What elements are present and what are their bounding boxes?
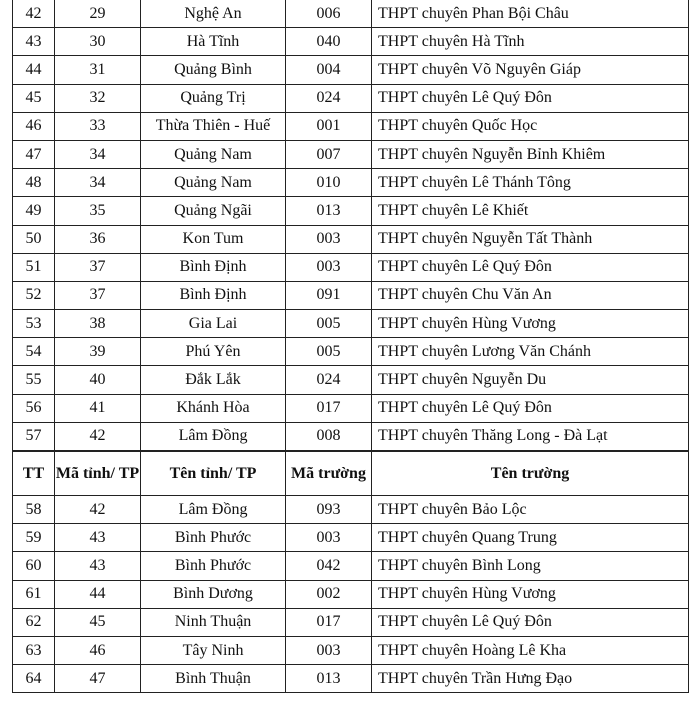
cell-province-name: Quảng Trị (141, 84, 286, 112)
cell-tt: 45 (13, 84, 55, 112)
cell-province-code: 42 (55, 422, 141, 451)
cell-school-name: THPT chuyên Lê Thánh Tông (372, 169, 689, 197)
cell-province-name: Bình Định (141, 281, 286, 309)
table-row (13, 338, 689, 366)
cell-province-code: 43 (55, 524, 141, 552)
table-row (13, 636, 689, 664)
cell-school-name: THPT chuyên Nguyễn Du (372, 366, 689, 394)
table-row (13, 169, 689, 197)
table-row (13, 310, 689, 338)
cell-school-name: THPT chuyên Võ Nguyên Giáp (372, 56, 689, 84)
cell-province-name: Lâm Đồng (141, 496, 286, 524)
cell-school-name: THPT chuyên Bảo Lộc (372, 496, 689, 524)
cell-tt: 43 (13, 28, 55, 56)
cell-school-code: 008 (286, 422, 372, 451)
cell-province-name: Hà Tĩnh (141, 28, 286, 56)
table-row (13, 422, 689, 451)
cell-school-name: THPT chuyên Nguyễn Tất Thành (372, 225, 689, 253)
table-row (13, 496, 689, 524)
cell-school-name: THPT chuyên Chu Văn An (372, 281, 689, 309)
cell-tt: 52 (13, 281, 55, 309)
cell-province-code: 43 (55, 552, 141, 580)
table-row (13, 552, 689, 580)
cell-school-name: THPT chuyên Phan Bội Châu (372, 0, 689, 28)
cell-tt: 47 (13, 140, 55, 168)
header-school-code: Mã trường (286, 451, 372, 496)
cell-school-name: THPT chuyên Quốc Học (372, 112, 689, 140)
table-body-bottom (13, 496, 689, 693)
cell-province-name: Quảng Nam (141, 169, 286, 197)
cell-school-code: 010 (286, 169, 372, 197)
cell-tt: 64 (13, 665, 55, 693)
cell-province-name: Phú Yên (141, 338, 286, 366)
cell-school-code: 042 (286, 552, 372, 580)
cell-tt: 60 (13, 552, 55, 580)
cell-tt: 46 (13, 112, 55, 140)
cell-school-code: 024 (286, 366, 372, 394)
cell-province-code: 36 (55, 225, 141, 253)
cell-province-code: 41 (55, 394, 141, 422)
cell-tt: 62 (13, 608, 55, 636)
cell-school-code: 006 (286, 0, 372, 28)
cell-school-name: THPT chuyên Lê Quý Đôn (372, 608, 689, 636)
cell-province-name: Đắk Lắk (141, 366, 286, 394)
cell-school-name: THPT chuyên Nguyễn Bỉnh Khiêm (372, 140, 689, 168)
cell-tt: 57 (13, 422, 55, 451)
cell-tt: 61 (13, 580, 55, 608)
table-row (13, 84, 689, 112)
table-row (13, 56, 689, 84)
cell-province-code: 37 (55, 281, 141, 309)
cell-province-name: Bình Thuận (141, 665, 286, 693)
cell-province-name: Nghệ An (141, 0, 286, 28)
cell-tt: 55 (13, 366, 55, 394)
cell-school-code: 013 (286, 665, 372, 693)
cell-tt: 58 (13, 496, 55, 524)
cell-school-code: 005 (286, 338, 372, 366)
cell-school-name: THPT chuyên Hùng Vương (372, 580, 689, 608)
cell-school-name: THPT chuyên Bình Long (372, 552, 689, 580)
table-row (13, 580, 689, 608)
cell-tt: 51 (13, 253, 55, 281)
cell-province-code: 44 (55, 580, 141, 608)
cell-province-code: 30 (55, 28, 141, 56)
cell-school-code: 003 (286, 636, 372, 664)
cell-tt: 49 (13, 197, 55, 225)
cell-province-code: 40 (55, 366, 141, 394)
cell-school-name: THPT chuyên Thăng Long - Đà Lạt (372, 422, 689, 451)
cell-province-code: 34 (55, 169, 141, 197)
table-row (13, 524, 689, 552)
cell-school-code: 093 (286, 496, 372, 524)
cell-school-code: 003 (286, 253, 372, 281)
table-row (13, 608, 689, 636)
table-row (13, 197, 689, 225)
cell-school-name: THPT chuyên Lương Văn Chánh (372, 338, 689, 366)
table-row (13, 665, 689, 693)
cell-school-code: 004 (286, 56, 372, 84)
cell-school-name: THPT chuyên Lê Quý Đôn (372, 394, 689, 422)
header-school-name: Tên trường (372, 451, 689, 496)
cell-province-name: Quảng Ngãi (141, 197, 286, 225)
cell-province-name: Khánh Hòa (141, 394, 286, 422)
cell-school-name: THPT chuyên Quang Trung (372, 524, 689, 552)
cell-school-code: 003 (286, 225, 372, 253)
cell-tt: 56 (13, 394, 55, 422)
cell-province-code: 31 (55, 56, 141, 84)
cell-province-name: Bình Phước (141, 552, 286, 580)
cell-province-code: 46 (55, 636, 141, 664)
header-row (13, 451, 689, 496)
cell-province-name: Ninh Thuận (141, 608, 286, 636)
cell-school-code: 013 (286, 197, 372, 225)
cell-province-name: Quảng Nam (141, 140, 286, 168)
cell-tt: 54 (13, 338, 55, 366)
cell-province-name: Tây Ninh (141, 636, 286, 664)
cell-school-code: 017 (286, 394, 372, 422)
cell-school-name: THPT chuyên Hà Tĩnh (372, 28, 689, 56)
cell-school-name: THPT chuyên Hoàng Lê Kha (372, 636, 689, 664)
cell-school-code: 005 (286, 310, 372, 338)
table-row (13, 28, 689, 56)
cell-school-name: THPT chuyên Trần Hưng Đạo (372, 665, 689, 693)
cell-school-code: 002 (286, 580, 372, 608)
header-province-name: Tên tỉnh/ TP (141, 451, 286, 496)
cell-province-code: 39 (55, 338, 141, 366)
cell-school-code: 001 (286, 112, 372, 140)
cell-province-name: Bình Định (141, 253, 286, 281)
cell-province-name: Gia Lai (141, 310, 286, 338)
cell-province-code: 42 (55, 496, 141, 524)
table-row (13, 366, 689, 394)
cell-province-name: Lâm Đồng (141, 422, 286, 451)
table-row (13, 140, 689, 168)
cell-school-name: THPT chuyên Lê Quý Đôn (372, 84, 689, 112)
cell-school-code: 017 (286, 608, 372, 636)
cell-province-name: Kon Tum (141, 225, 286, 253)
cell-province-code: 38 (55, 310, 141, 338)
cell-province-name: Quảng Bình (141, 56, 286, 84)
cell-tt: 48 (13, 169, 55, 197)
school-table (12, 0, 689, 693)
cell-province-name: Bình Dương (141, 580, 286, 608)
cell-province-code: 33 (55, 112, 141, 140)
cell-school-code: 091 (286, 281, 372, 309)
cell-tt: 50 (13, 225, 55, 253)
cell-province-code: 29 (55, 0, 141, 28)
cell-province-code: 32 (55, 84, 141, 112)
cell-province-code: 34 (55, 140, 141, 168)
cell-tt: 44 (13, 56, 55, 84)
header-tt: TT (13, 451, 55, 496)
cell-school-name: THPT chuyên Lê Khiết (372, 197, 689, 225)
table-row (13, 281, 689, 309)
cell-school-name: THPT chuyên Hùng Vương (372, 310, 689, 338)
table-row (13, 394, 689, 422)
cell-school-code: 003 (286, 524, 372, 552)
cell-school-code: 040 (286, 28, 372, 56)
table-body-top (13, 0, 689, 451)
cell-tt: 42 (13, 0, 55, 28)
header-province-code: Mã tỉnh/ TP (55, 451, 141, 496)
table-header (13, 451, 689, 496)
table-row (13, 225, 689, 253)
cell-province-code: 37 (55, 253, 141, 281)
cell-province-name: Bình Phước (141, 524, 286, 552)
cell-tt: 53 (13, 310, 55, 338)
cell-school-name: THPT chuyên Lê Quý Đôn (372, 253, 689, 281)
cell-tt: 63 (13, 636, 55, 664)
table-row (13, 112, 689, 140)
table-row (13, 253, 689, 281)
cell-province-name: Thừa Thiên - Huế (141, 112, 286, 140)
cell-school-code: 007 (286, 140, 372, 168)
cell-province-code: 45 (55, 608, 141, 636)
cell-tt: 59 (13, 524, 55, 552)
cell-province-code: 35 (55, 197, 141, 225)
table-row (13, 0, 689, 28)
cell-school-code: 024 (286, 84, 372, 112)
cell-province-code: 47 (55, 665, 141, 693)
